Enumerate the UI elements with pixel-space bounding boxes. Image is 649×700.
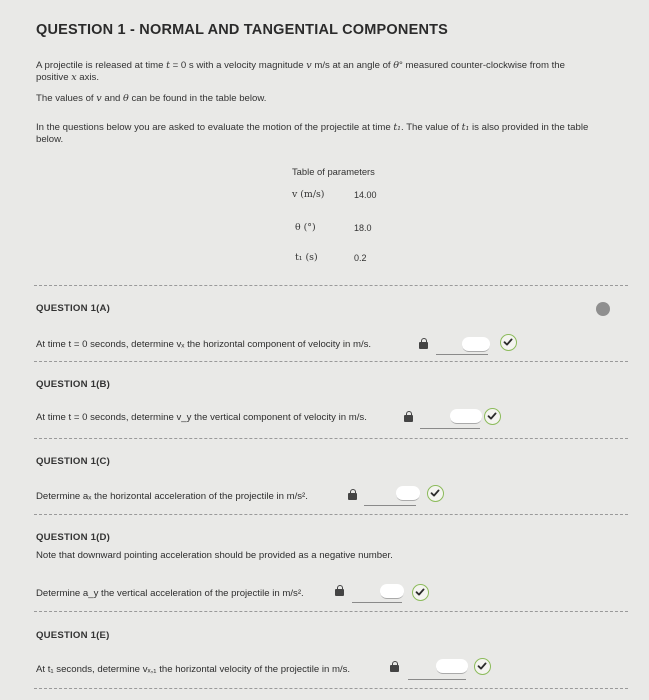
- check-circle-icon: [484, 408, 501, 425]
- question-heading-1d: QUESTION 1(D): [36, 532, 111, 543]
- var-x: x: [71, 72, 77, 83]
- question-text-1b: At time t = 0 seconds, determine v_y the vertical component of velocity in m/s.: [36, 412, 367, 423]
- instructions-text: . The value of: [401, 122, 462, 133]
- intro-text: ° measured counter-clockwise from the: [399, 60, 565, 71]
- divider: [34, 438, 628, 439]
- var-v: v: [306, 60, 312, 71]
- answer-input-1d[interactable]: [380, 584, 404, 599]
- question-text-1e: At t₁ seconds, determine vₓ,₁ the horizontal velocity of the projectile in m/s.: [36, 664, 351, 675]
- divider: [34, 688, 628, 689]
- question-text-1a: At time t = 0 seconds, determine vₓ the horizontal component of velocity in m/s.: [36, 339, 372, 350]
- status-dot: [596, 302, 610, 316]
- values-text: can be found in the table below.: [128, 93, 267, 104]
- table-label-t1: t₁ (s): [295, 252, 318, 263]
- answer-underline: [408, 679, 466, 680]
- table-label-v: v (m/s): [292, 189, 325, 200]
- question-text-1d: Determine a_y the vertical acceleration of the projectile in m/s².: [36, 588, 304, 599]
- check-circle-icon: [500, 334, 517, 351]
- instructions-text: In the questions below you are asked to evaluate the motion of the projectile at time: [36, 122, 394, 133]
- answer-underline: [352, 602, 402, 603]
- answer-input-1b[interactable]: [450, 409, 482, 424]
- lock-icon: [348, 493, 357, 501]
- divider: [34, 285, 628, 286]
- question-heading-1a: QUESTION 1(A): [36, 303, 111, 314]
- answer-input-1e[interactable]: [436, 659, 468, 674]
- page-title: QUESTION 1 - NORMAL AND TANGENTIAL COMPONENTS: [36, 22, 449, 38]
- answer-underline: [420, 428, 480, 429]
- intro-text: positive: [36, 72, 72, 83]
- table-value-v: 14.00: [354, 190, 377, 200]
- intro-text: A projectile is released at time: [36, 60, 167, 71]
- question-text-1c: Determine aₓ the horizontal acceleration of the projectile in m/s².: [36, 491, 308, 502]
- lock-icon: [335, 589, 344, 597]
- divider: [34, 361, 628, 362]
- lock-icon: [390, 665, 399, 673]
- question-heading-1b: QUESTION 1(B): [36, 379, 111, 390]
- question-heading-1c: QUESTION 1(C): [36, 456, 111, 467]
- divider: [34, 514, 628, 515]
- var-v: v: [96, 93, 102, 104]
- instructions-text: is also provided in the table: [469, 122, 589, 133]
- values-text: and: [101, 93, 124, 104]
- var-t1: t₁: [461, 122, 470, 133]
- instructions-paragraph: [36, 122, 636, 146]
- lock-icon: [419, 342, 428, 350]
- divider: [34, 611, 628, 612]
- intro-text: m/s at an angle of: [311, 60, 394, 71]
- values-text: The values of: [36, 93, 97, 104]
- check-circle-icon: [427, 485, 444, 502]
- var-theta: θ: [123, 93, 129, 104]
- check-circle-icon: [474, 658, 491, 675]
- answer-underline: [364, 505, 416, 506]
- table-caption: Table of parameters: [292, 166, 375, 177]
- table-label-theta: θ (°): [295, 222, 316, 233]
- question-note-1d: Note that downward pointing acceleration should be provided as a negative number.: [36, 550, 393, 561]
- answer-input-1a[interactable]: [462, 337, 490, 352]
- answer-input-1c[interactable]: [396, 486, 420, 501]
- table-value-t1: 0.2: [354, 253, 367, 263]
- question-heading-1e: QUESTION 1(E): [36, 630, 110, 641]
- check-circle-icon: [412, 584, 429, 601]
- intro-paragraph: [36, 60, 636, 84]
- lock-icon: [404, 415, 413, 423]
- intro-text: axis.: [76, 72, 100, 83]
- instructions-text: below.: [36, 134, 64, 145]
- intro-text: = 0 s with a velocity magnitude: [169, 60, 307, 71]
- answer-underline: [436, 354, 488, 355]
- values-paragraph: [36, 93, 266, 105]
- table-value-theta: 18.0: [354, 223, 372, 233]
- var-t1: t₁: [393, 122, 402, 133]
- var-t: t: [166, 60, 170, 71]
- var-theta: θ: [393, 60, 400, 71]
